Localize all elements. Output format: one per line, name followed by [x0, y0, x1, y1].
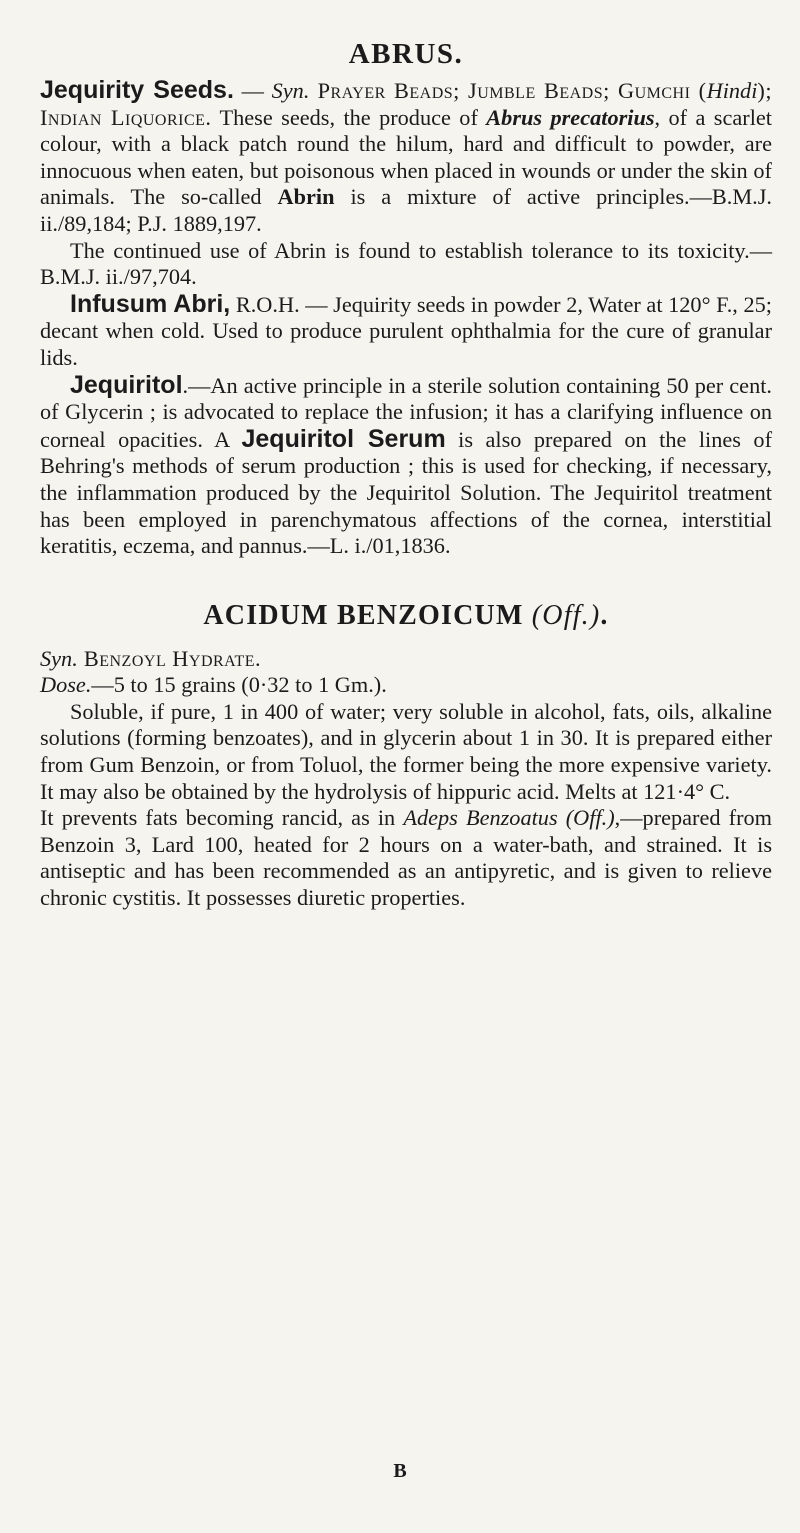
adeps-benzoatus: Adeps Benzoatus — [403, 805, 558, 831]
jequiritol-text: .—An active principle in a sterile solution containing 50 per cent. of Glycerin ; is advocated to replace the infusion; it has a clarifying influence on corneal opacities. A — [40, 372, 772, 452]
benzoic-uses-text-2: ,—prepared from Benzoin 3, Lard 100, heated for 2 hours on a water-bath, and strained. It is antiseptic and has been recommended as an antipyretic, and is given to relieve chronic cystitis. It possesses diuretic properties. — [40, 805, 772, 911]
section-title-text: ACIDUM BENZOICUM — [203, 599, 532, 631]
species-name: Abrus precatorius — [486, 104, 655, 130]
running-head: ABRUS. — [348, 38, 464, 70]
jequiritol-text-2: is also prepared on the lines of Behring's methods of serum production ; this is used for checking, if necessary, the inflammation produced by the Jequiritol Solution. The Jequiritol treatment has been employed in parenchymatous affections of the cornea, interstitial keratitis, eczema, and pannus.—L. i./01,1836. — [40, 426, 773, 559]
term-abrin: Abrin — [277, 184, 335, 210]
page-signature: B — [393, 1460, 407, 1482]
entry-jequiritol-paragraph — [40, 372, 772, 560]
entry-jequirity-tolerance: The continued use of Abrin is found to establish tolerance to its toxicity.—B.M.J. ii./97,704. — [40, 237, 772, 290]
infusum-text: R.O.H. — Jequirity seeds in powder 2, Water at 120° F., 25; decant when cold. Used to produce purulent ophthalmia for the cure of granular lids. — [40, 291, 772, 370]
benzoic-solubility: Soluble, if pure, 1 in 400 of water; very soluble in alcohol, fats, oils, alkaline solutions (forming benzoates), and in glycerin about 1 in 30. It is prepared either from Gum Benzoin, or from Toluol, the former being the more expensive variety. It may also be obtained by the hydrolysis of hippuric acid. Melts at 121·4° C. — [40, 698, 772, 804]
synonyms-text-end: ); Indian Liquorice. — [40, 78, 773, 130]
description-text-2: , of a scarlet colour, with a black patch round the hilum, hard and difficult to powder, are innocuous when eaten, but poisonous when placed in wounds or under the skin of animals. The so-called — [40, 104, 772, 210]
benzoic-uses — [40, 805, 772, 911]
dose-text: —5 to 15 grains (0·32 to 1 Gm.). — [91, 672, 387, 698]
benzoic-syn-label: Syn. — [40, 645, 78, 671]
description-text-3: is a mixture of active principles.—B.M.J. ii./89,184; P.J. 1889,197. — [40, 184, 773, 236]
section-title-off: (Off.) — [531, 599, 601, 631]
benzoic-uses-text: It prevents fats becoming rancid, as in — [40, 805, 404, 831]
entry-jequirity-paragraph — [40, 77, 772, 238]
adeps-off: (Off.) — [565, 805, 615, 831]
syn-label: Syn. — [271, 78, 310, 103]
headword-jequiritol: Jequiritol — [70, 370, 183, 399]
dose-label: Dose. — [40, 672, 92, 698]
benzoic-synonym — [40, 646, 772, 673]
headword-jequirity-seeds: Jequirity Seeds. — [40, 76, 234, 104]
synonyms-text: Prayer Beads; Jumble Beads; Gumchi ( — [309, 78, 707, 103]
benzoic-dose — [40, 672, 772, 699]
section-title-end: . — [600, 599, 609, 631]
benzoic-syn-text: Benzoyl Hydrate. — [77, 645, 262, 671]
headword-infusum-abri: Infusum Abri, — [70, 289, 231, 318]
syn-dash: — — [233, 78, 272, 103]
description-text: These seeds, the produce of — [211, 104, 487, 130]
term-jequiritol-serum: Jequiritol Serum — [241, 424, 446, 453]
section-title-acidum-benzoicum — [40, 600, 772, 632]
synonym-language: Hindi — [706, 78, 758, 103]
entry-infusum-paragraph — [40, 291, 772, 372]
